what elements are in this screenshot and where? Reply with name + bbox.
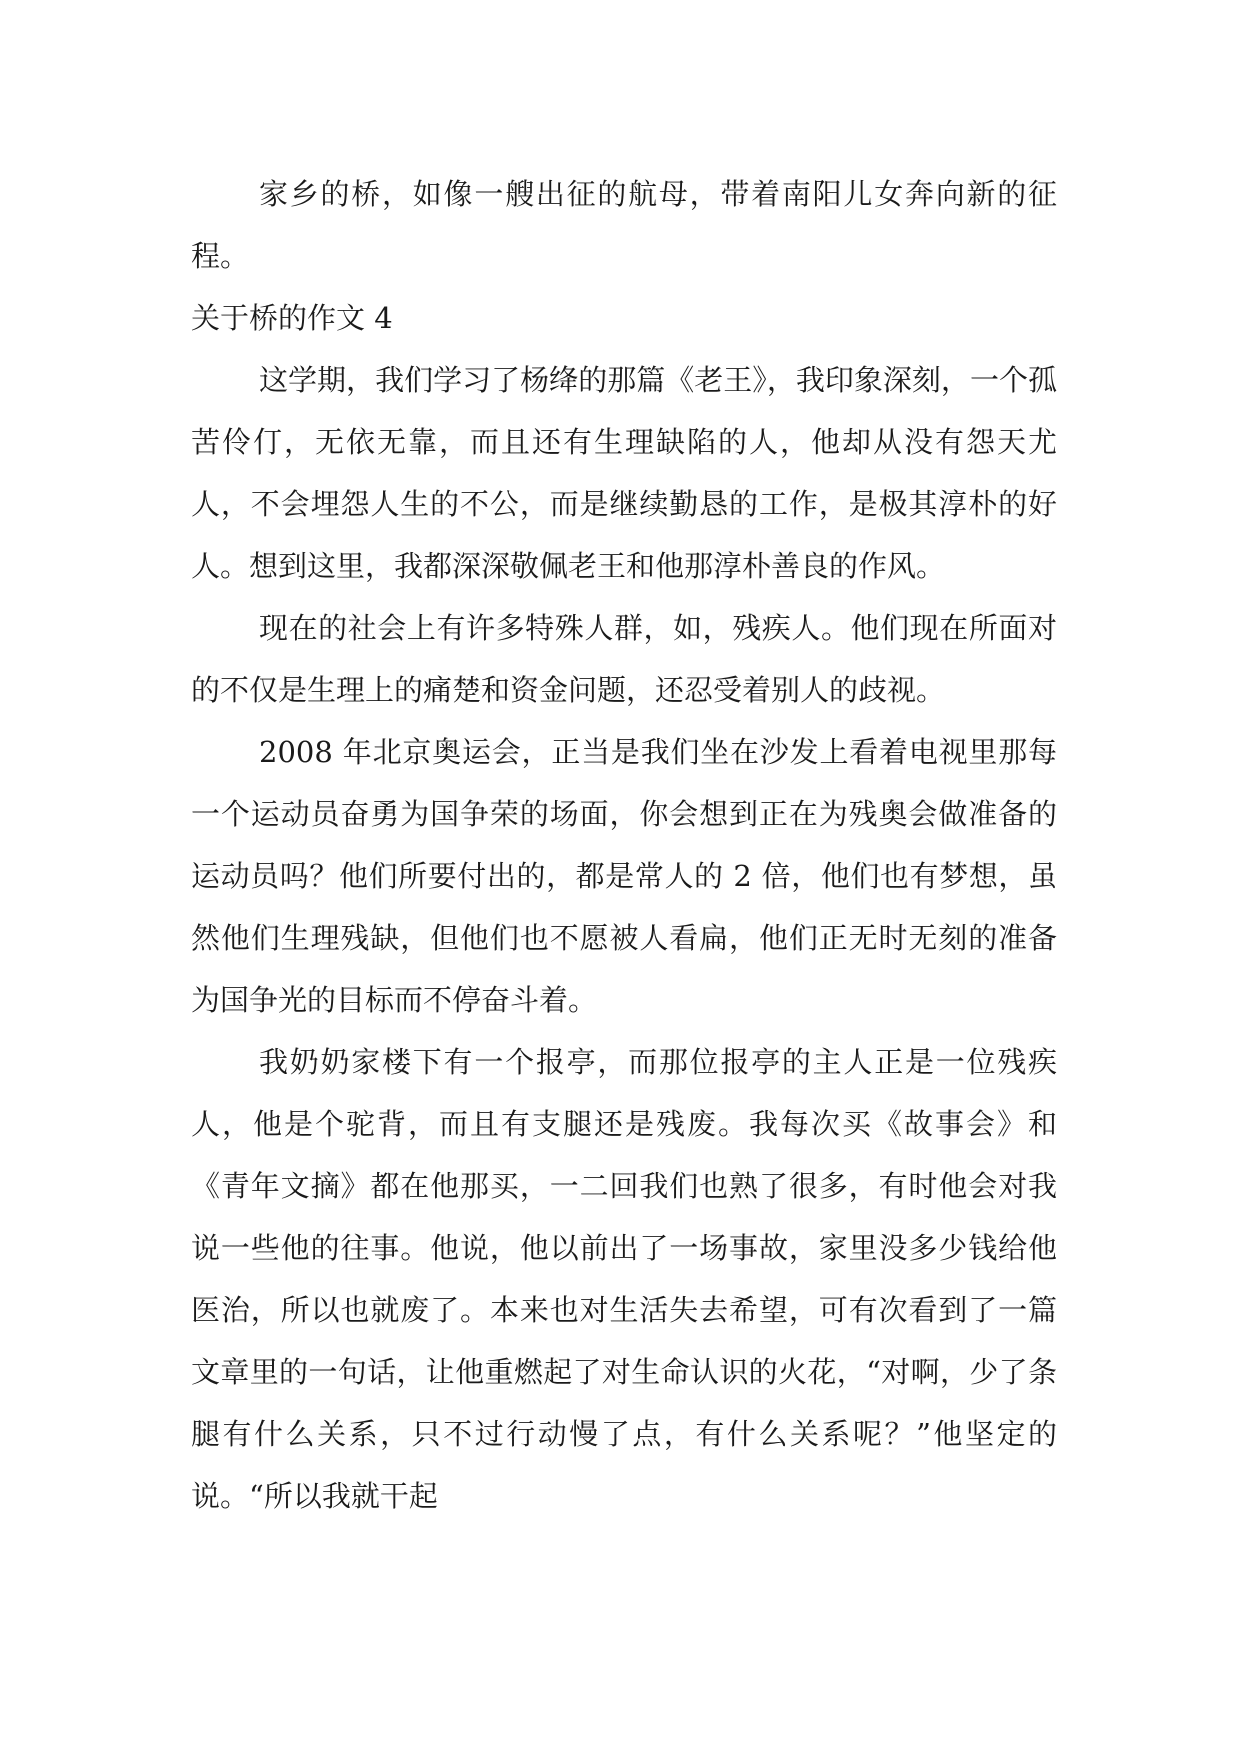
section-heading: 关于桥的作文 4 xyxy=(191,301,393,335)
paragraph-paralympics: 2008 年北京奥运会，正当是我们坐在沙发上看着电视里那每一个运动员奋勇为国争荣的场面，你会想到正在为残奥会做准备的运动员吗？他们所要付出的，都是常人的 2 倍，他们也有梦想，虽然他们生理残缺，但他们也不愿被人看扁，他们正无时无刻的准备为国争光的目标而不停奋斗着。 xyxy=(191,735,1057,1017)
document-page xyxy=(191,163,1057,1527)
paragraph-bridge-conclusion: 家乡的桥，如像一艘出征的航母，带着南阳儿女奔向新的征程。 xyxy=(191,177,1057,273)
paragraph-disabled-people: 现在的社会上有许多特殊人群，如，残疾人。他们现在所面对的不仅是生理上的痛楚和资金问题，还忍受着别人的歧视。 xyxy=(191,611,1057,707)
paragraph-newsstand: 我奶奶家楼下有一个报亭，而那位报亭的主人正是一位残疾人，他是个驼背，而且有支腿还是残废。我每次买《故事会》和《青年文摘》都在他那买，一二回我们也熟了很多，有时他会对我说一些他的往事。他说，他以前出了一场事故，家里没多少钱给他医治，所以也就废了。本来也对生活失去希望，可有次看到了一篇文章里的一句话，让他重燃起了对生命认识的火花，“对啊，少了条腿有什么关系，只不过行动慢了点，有什么关系呢？”他坚定的说。“所以我就干起 xyxy=(191,1045,1057,1513)
paragraph-old-wang: 这学期，我们学习了杨绛的那篇《老王》，我印象深刻，一个孤苦伶仃，无依无靠，而且还有生理缺陷的人，他却从没有怨天尤人，不会埋怨人生的不公，而是继续勤恳的工作，是极其淳朴的好人。想到这里，我都深深敬佩老王和他那淳朴善良的作风。 xyxy=(191,363,1057,583)
